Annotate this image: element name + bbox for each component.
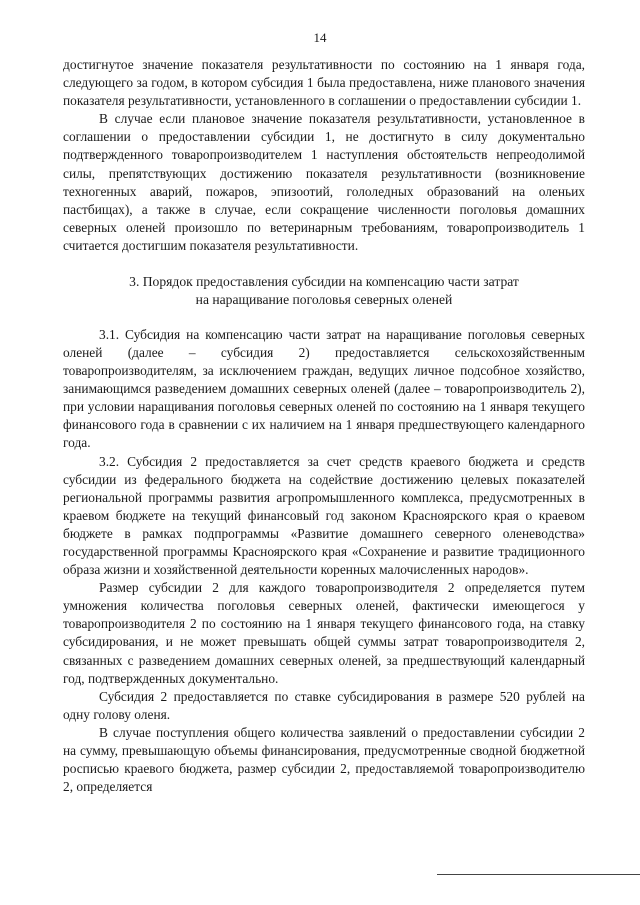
section-heading-line-2: на наращивание поголовья северных оленей — [195, 292, 453, 308]
paragraph-subsidy-rate: Субсидия 2 предоставляется по ставке субсидирования в размере 520 рублей на одну голову оленя. — [63, 688, 585, 722]
paragraph-subsidy-size: Размер субсидии 2 для каждого товаропроизводителя 2 определяется путем умножения количества поголовья северных оленей, фактически имеющегося у товаропроизводителя 2 по состоянию на 1 января текущего финансового года, на ставку субсидирования, и не может превышать общей суммы затрат товаропроизводителя 2, связанных с разведением домашних северных оленей, за предшествующий календарный год, подтвержденных документально. — [63, 580, 585, 686]
paragraph-applications-excess: В случае поступления общего количества заявлений о предоставлении субсидии 2 на сумму, превышающую объемы финансирования, предусмотренные сводной бюджетной росписью краевого бюджета, размер субсидии 2, предоставляемой товаропроизводителю 2, определяется — [63, 724, 585, 795]
section-heading-line-1: 3. Порядок предоставления субсидии на компенсацию части затрат — [129, 274, 519, 290]
paragraph-continuation: достигнутое значение показателя результативности по состоянию на 1 января года, следующего за годом, в котором субсидия 1 была предоставлена, ниже планового значения показателя результативности, установленного в соглашении о предоставлении субсидии 1. — [63, 57, 585, 109]
paragraph-3-2: 3.2. Субсидия 2 предоставляется за счет средств краевого бюджета и средств субсидии из федерального бюджета на содействие достижению целевых показателей региональной программы развития агропромышленного комплекса, предусмотренных в краевом бюджете на текущий финансовый год законом Красноярского края о краевом бюджете в рамках подпрограммы «Развитие домашнего северного оленеводства» государственной программы Красноярского края «Сохранение и развитие традиционного образа жизни и хозяйственной деятельности коренных малочисленных народов». — [63, 453, 585, 578]
paragraph-force-majeure: В случае если плановое значение показателя результативности, установленное в соглашении о предоставлении субсидии 1, не достигнуто в силу документально подтвержденного товаропроизводителем 1 наступления обстоятельств непреодолимой силы, препятствующих достижению показателя результативности (возникновение техногенных аварий, пожаров, эпизоотий, гололедных образований на оленьих пастбищах), а также в случае, если сокращение численности поголовья домашних северных оленей произошло по ветеринарным требованиям, товаропроизводитель 1 считается достигшим показателя результативности. — [63, 111, 585, 253]
section-heading — [63, 273, 585, 310]
page-number: 14 — [313, 30, 327, 45]
paragraph-3-1: 3.1. Субсидия на компенсацию части затрат на наращивание поголовья северных оленей (далее – субсидия 2) предоставляется сельскохозяйственным товаропроизводителям, за исключением граждан, ведущих личное подсобное хозяйство, занимающимся разведением домашних северных оленей (далее – товаропроизводитель 2), при условии наращивания поголовья северных оленей по состоянию на 1 января текущего финансового года в сравнении с их наличием на 1 января предшествующего календарного года. — [63, 326, 585, 451]
bottom-scan-line — [437, 874, 640, 875]
document-body — [63, 56, 585, 796]
